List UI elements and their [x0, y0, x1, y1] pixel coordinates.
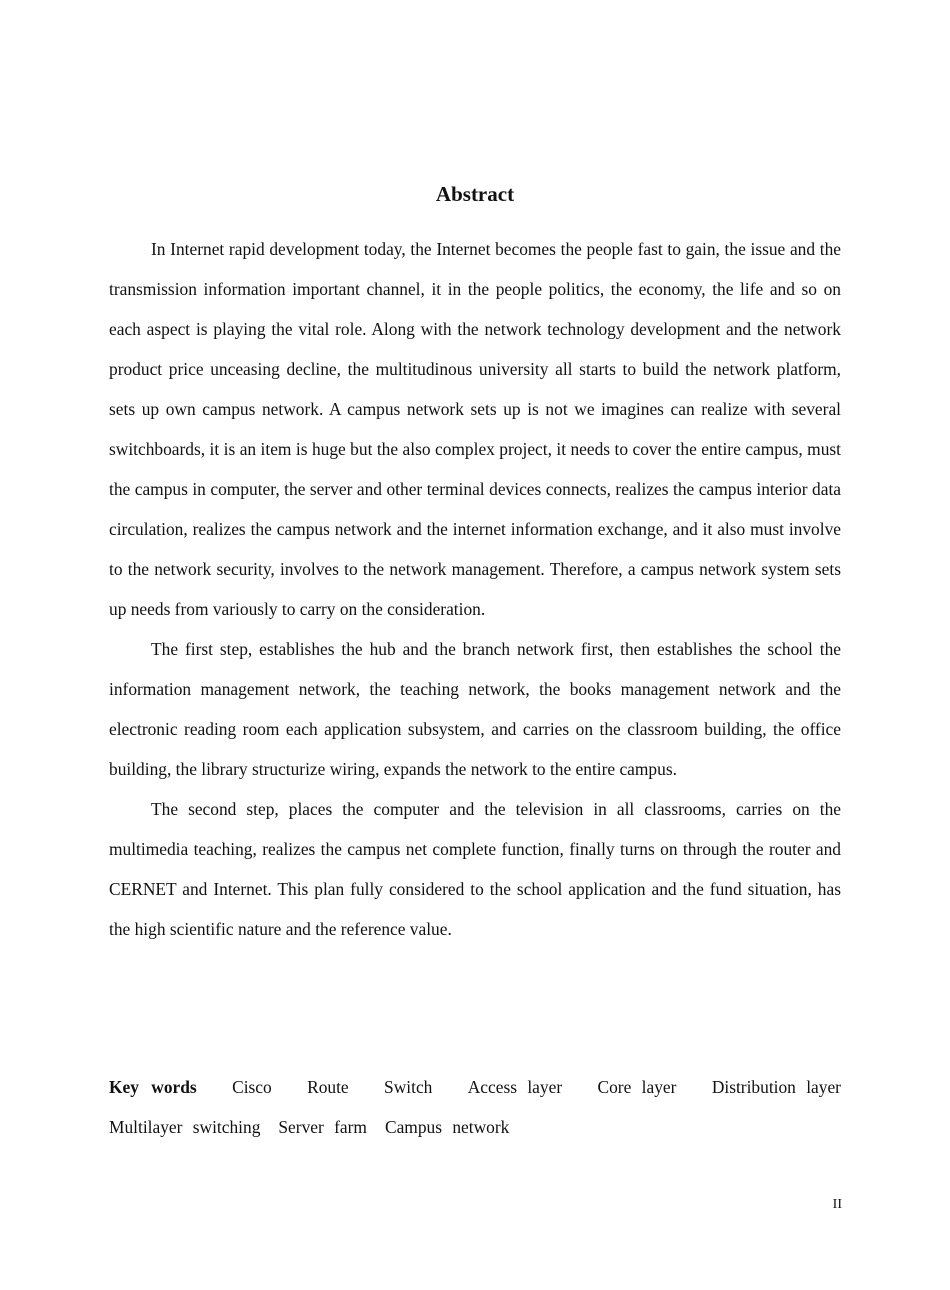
abstract-title: Abstract: [435, 182, 515, 206]
keywords-section: [109, 1067, 841, 1147]
keyword-item: Server farm: [278, 1117, 367, 1137]
keyword-item: Campus network: [384, 1117, 510, 1137]
keyword-item: Distribution layer: [711, 1077, 841, 1097]
keywords-label: Key words: [109, 1077, 197, 1097]
abstract-paragraph-1: In Internet rapid development today, the Internet becomes the people fast to gain, the issue and the transmission information important channel, it in the people politics, the economy, the life and so on each aspect is playing the vital role. Along with the network technology development and the network product price unceasing decline, the multitudinous university all starts to build the network platform, sets up own campus network. A campus network sets up is not we imagines can realize with several switchboards, it is an item is huge but the also complex project, it needs to cover the entire campus, must the campus in computer, the server and other terminal devices connects, realizes the campus interior data circulation, realizes the campus network and the internet information exchange, and it also must involve to the network security, involves to the network management. Therefore, a campus network system sets up needs from variously to carry on the consideration.: [109, 239, 841, 619]
abstract-paragraph-2: The first step, establishes the hub and the branch network first, then establishes the school the information management network, the teaching network, the books management network and the electronic reading room each application subsystem, and carries on the classroom building, the office building, the library structurize wiring, expands the network to the entire campus.: [109, 639, 841, 779]
keyword-item: Route: [307, 1077, 349, 1097]
keyword-item: Switch: [384, 1077, 433, 1097]
keyword-item: Multilayer switching: [109, 1117, 261, 1137]
abstract-paragraph-3: The second step, places the computer and the television in all classrooms, carries on the multimedia teaching, realizes the campus net complete function, finally turns on through the router and CERNET and Internet. This plan fully considered to the school application and the fund situation, has the high scientific nature and the reference value.: [109, 799, 841, 939]
keywords-line-1: [109, 1067, 841, 1107]
keyword-item: Core layer: [597, 1077, 677, 1097]
keyword-item: Cisco: [232, 1077, 272, 1097]
keywords-line-2: [109, 1107, 841, 1147]
page-number: II: [832, 1197, 842, 1212]
keyword-item: Access layer: [467, 1077, 563, 1097]
abstract-body: [109, 229, 841, 949]
